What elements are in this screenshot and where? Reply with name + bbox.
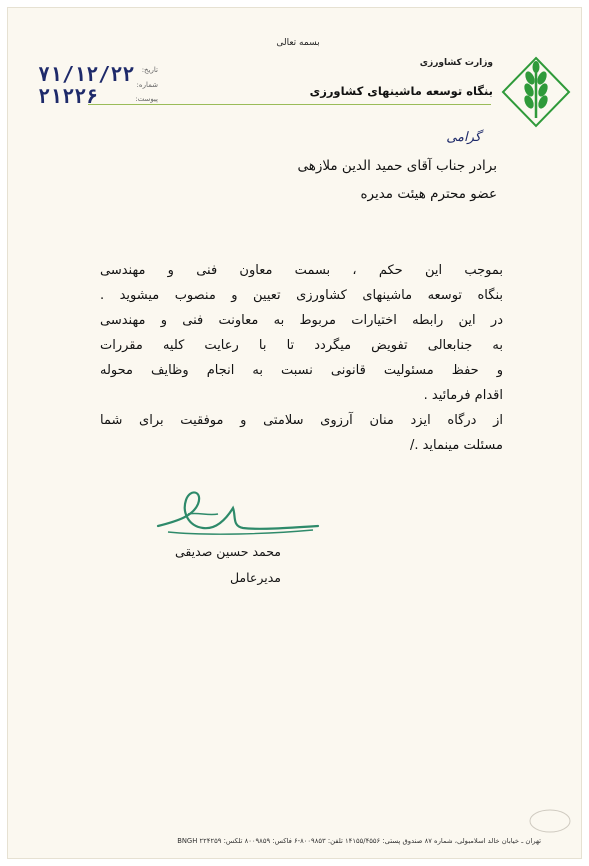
attachment-label: پیوست: [135, 95, 158, 103]
footer-address: تهران ـ خیابان خالد اسلامبولی، شماره ۸۷ صندوق پستی: ۱۴۱۵۵/۴۵۵۶ تلفن: ۸۰۰۹۸۵۳-۶ فاکس: ۸۰۰۹۸۵۹ تلکس: ۲۲۴۲۵۹ BNGH [177, 837, 541, 845]
company-name: بنگاه توسعه ماشینهای کشاورزی [309, 84, 493, 98]
letter-page [8, 8, 581, 858]
date-label: تاریخ: [141, 66, 158, 74]
body-line: مسئلت مینماید ./ [409, 438, 503, 453]
body-line: بموجب این حکم ، بسمت معاون فنی و مهندسی [100, 263, 503, 278]
signatory-name: محمد حسین صدیقی [174, 544, 281, 559]
handwritten-signature [148, 486, 328, 546]
bismillah-heading: بسمه تعالی [276, 38, 320, 48]
faint-stamp-mark [528, 808, 572, 837]
handwritten-date: ۷۱/۱۲/۲۲ [38, 62, 135, 86]
header-divider [88, 104, 491, 105]
body-line: از درگاه ایزد منان آرزوی سلامتی و موفقیت برای شما [100, 413, 503, 428]
signatory-title: مدیرعامل [229, 570, 281, 585]
recipient-title: عضو محترم هیئت مدیره [360, 186, 497, 202]
salutation: برادر جناب آقای حمید الدین ملازهی [297, 158, 497, 174]
handwritten-note: گرامی [446, 130, 481, 145]
body-line: و حفظ مسئولیت قانونی نسبت به انجام وظایف محوله [100, 363, 503, 378]
ministry-name: وزارت کشاورزی [419, 58, 493, 68]
number-label: شماره: [136, 81, 158, 89]
body-line: به جنابعالی تفویض میگردد تا با رعایت کلیه مقررات [100, 338, 503, 353]
body-line: بنگاه توسعه ماشینهای کشاورزی تعیین و منصوب میشوید . [100, 288, 503, 303]
company-logo [501, 56, 571, 128]
body-line: در این رابطه اختیارات مربوط به معاونت فنی و مهندسی [100, 313, 503, 328]
handwritten-number: ۲۱۲۲۶ [38, 84, 99, 108]
body-line: اقدام فرمائید . [423, 388, 503, 403]
